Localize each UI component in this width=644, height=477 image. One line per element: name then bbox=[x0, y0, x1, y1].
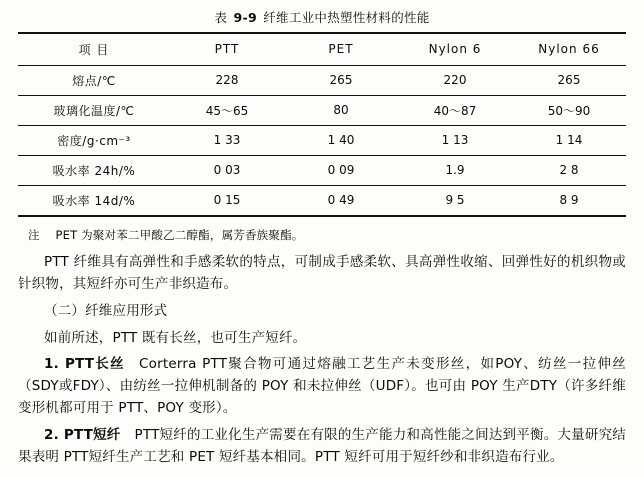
cell-value: 265 bbox=[512, 66, 626, 96]
table-row bbox=[18, 126, 626, 156]
column-header-nylon66: Nylon 66 bbox=[512, 33, 626, 66]
paragraph-forms-intro: 如前所述，PTT 既有长丝，也可生产短纤。 bbox=[44, 329, 307, 346]
cell-value: 265 bbox=[284, 66, 398, 96]
row-label: 密度/g·cm⁻³ bbox=[18, 126, 170, 156]
paragraph-body-filament: Corterra PTT聚合物可通过熔融工艺生产未变形丝，如POY、纺丝一拉伸丝（SDY或FDY）、由纺丝一拉伸机制备的 POY 和未拉伸丝（UDF）。也可由 POY 生产DTY（许多纤维变形机都可用于 PTT、POY 变形）。 bbox=[18, 356, 626, 417]
cell-value: 45～65 bbox=[170, 96, 284, 126]
row-label: 熔点/℃ bbox=[18, 66, 170, 96]
table-caption bbox=[0, 8, 644, 26]
paragraph-ptt-filament bbox=[18, 354, 626, 420]
cell-value: 80 bbox=[284, 96, 398, 126]
caption-prefix: 表 bbox=[214, 10, 228, 25]
cell-value: 1.9 bbox=[398, 156, 512, 186]
paragraph-ptt-staple bbox=[18, 425, 626, 469]
cell-value: 228 bbox=[170, 66, 284, 96]
paragraph-section-heading: （二）纤维应用形式 bbox=[44, 302, 168, 319]
performance-table bbox=[18, 32, 626, 217]
table-note bbox=[28, 227, 644, 243]
cell-value: 1 14 bbox=[512, 126, 626, 156]
cell-value: 1 13 bbox=[398, 126, 512, 156]
cell-value: 1 33 bbox=[170, 126, 284, 156]
table-row bbox=[18, 156, 626, 186]
note-label: 注 bbox=[28, 228, 42, 242]
cell-value: 0 09 bbox=[284, 156, 398, 186]
row-label: 吸水率 24h/% bbox=[18, 156, 170, 186]
cell-value: 40～87 bbox=[398, 96, 512, 126]
paragraph-lead-staple: 2. PTT短纤 bbox=[44, 427, 121, 444]
column-header-ptt: PTT bbox=[170, 33, 284, 66]
caption-number: 9-9 bbox=[233, 10, 257, 25]
table-header-row bbox=[18, 33, 626, 66]
cell-value: 8 9 bbox=[512, 186, 626, 217]
table-row bbox=[18, 66, 626, 96]
row-label: 吸水率 14d/% bbox=[18, 186, 170, 217]
table-row bbox=[18, 186, 626, 217]
caption-text: 纤维工业中热塑性材料的性能 bbox=[263, 10, 430, 25]
cell-value: 2 8 bbox=[512, 156, 626, 186]
cell-value: 50～90 bbox=[512, 96, 626, 126]
cell-value: 9 5 bbox=[398, 186, 512, 217]
paragraph-lead-filament: 1. PTT长丝 bbox=[44, 356, 125, 373]
column-header-nylon6: Nylon 6 bbox=[398, 33, 512, 66]
table-row bbox=[18, 96, 626, 126]
column-header-item: 项 目 bbox=[18, 33, 170, 66]
paragraph-body-staple: PTT短纤的工业化生产需要在有限的生产能力和高性能之间达到平衡。大量研究结果表明 PTT短纤生产工艺和 PET 短纤基本相同。PTT 短纤可用于短纤纱和非织造布行业。 bbox=[18, 427, 626, 465]
cell-value: 1 40 bbox=[284, 126, 398, 156]
cell-value: 0 03 bbox=[170, 156, 284, 186]
column-header-pet: PET bbox=[284, 33, 398, 66]
cell-value: 220 bbox=[398, 66, 512, 96]
document-page bbox=[0, 8, 644, 477]
cell-value: 0 49 bbox=[284, 186, 398, 217]
note-text: PET 为聚对苯二甲酸乙二醇酯，属芳香族聚酯。 bbox=[55, 228, 304, 242]
paragraph-ptt-fiber-properties: PTT 纤维具有高弹性和手感柔软的特点，可制成手感柔软、具高弹性收缩、回弹性好的机织物或针织物，其短纤亦可生产非织造布。 bbox=[18, 254, 626, 292]
cell-value: 0 15 bbox=[170, 186, 284, 217]
row-label: 玻璃化温度/℃ bbox=[18, 96, 170, 126]
